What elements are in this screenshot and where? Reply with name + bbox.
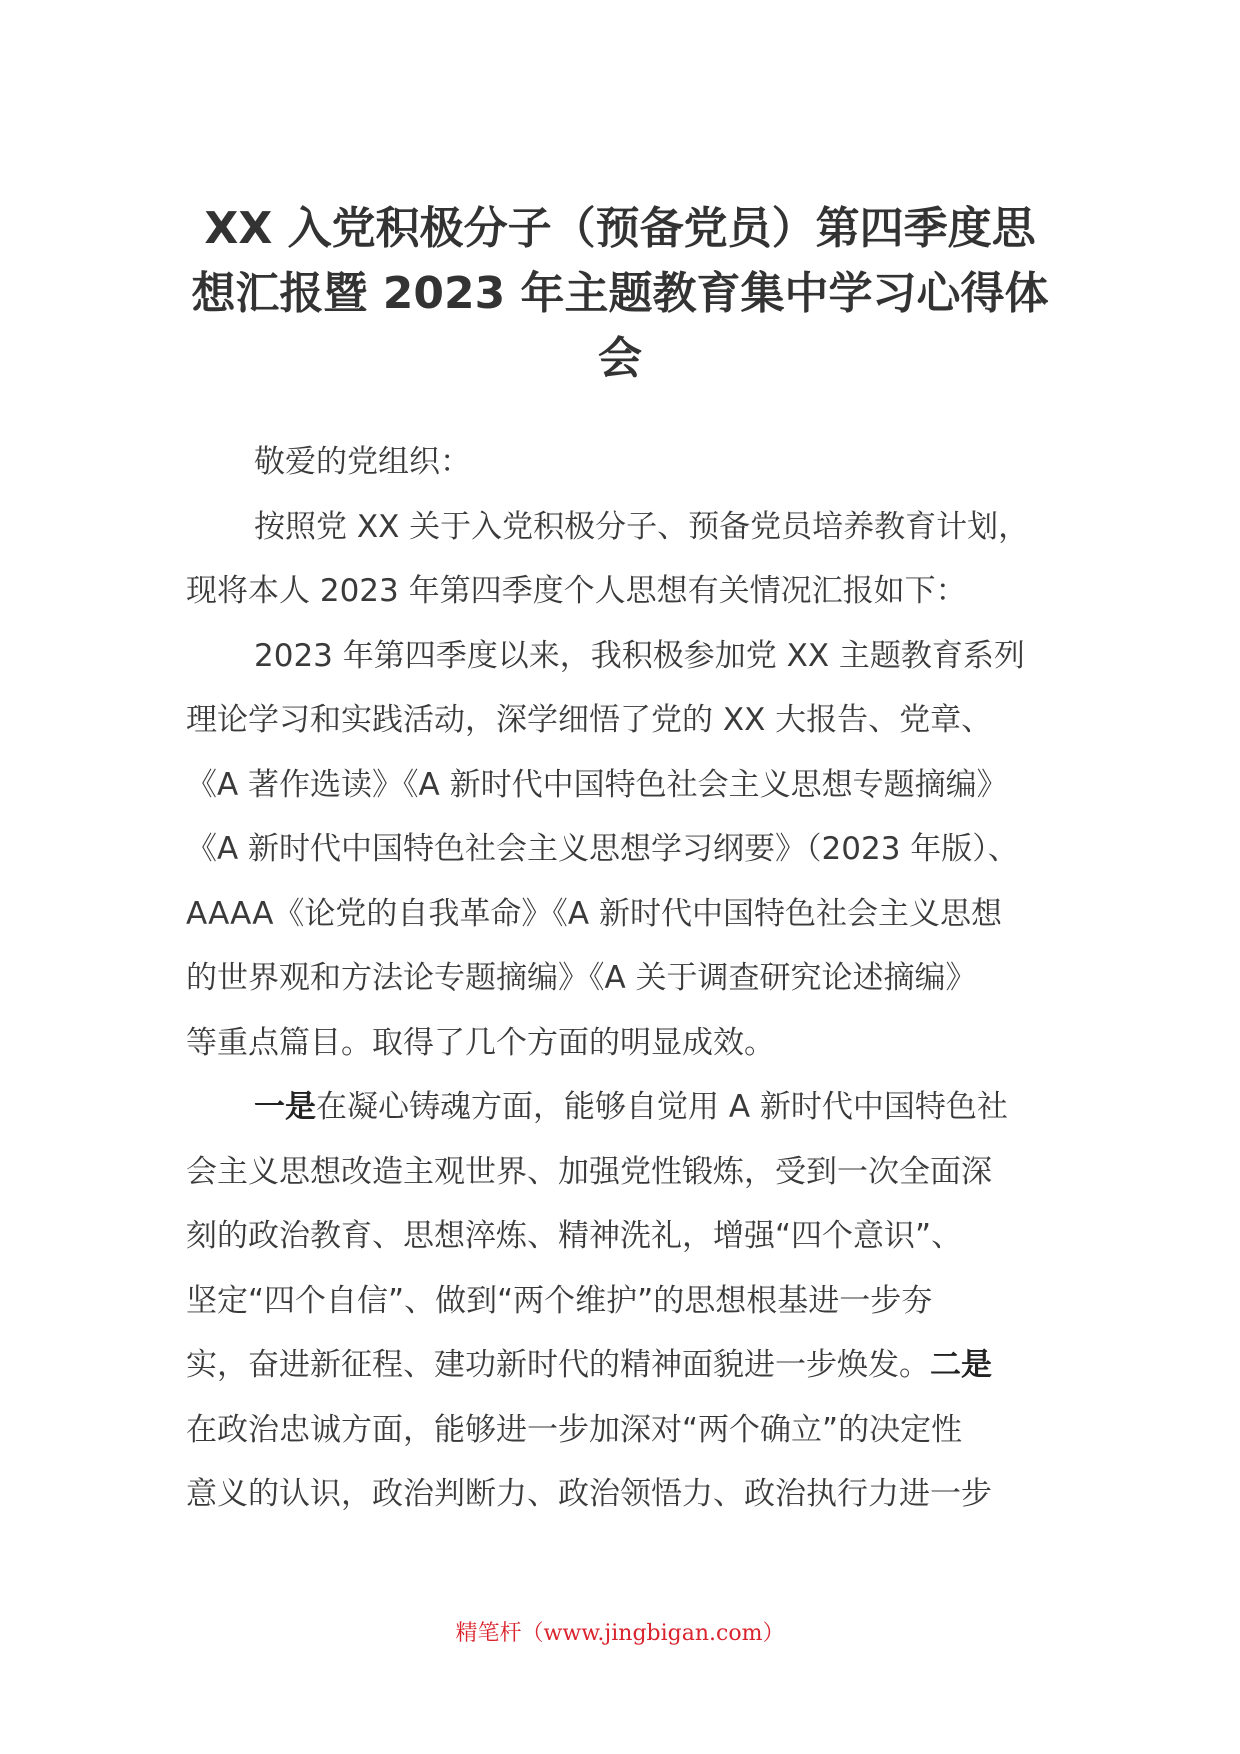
paragraph-3-line: 在政治忠诚方面，能够进一步加深对“两个确立”的决定性 [186, 1411, 963, 1448]
paragraph-1-line: 按照党 XX 关于入党积极分子、预备党员培养教育计划， [254, 508, 1030, 545]
paragraph-3-line [186, 1075, 1058, 1140]
title-line-1: XX 入党积极分子（预备党员）第四季度思 [204, 203, 1036, 254]
paragraph-2-line: 等重点篇目。取得了几个方面的明显成效。 [186, 1024, 775, 1061]
point-two-label: 二是 [930, 1347, 992, 1383]
paragraph-2-line: 《A 新时代中国特色社会主义思想学习纲要》（2023 年版）、 [186, 831, 1019, 867]
paragraph-3-text: 在凝心铸魂方面，能够自觉用 A 新时代中国特色社 [316, 1089, 1008, 1125]
paragraph-3-line: 坚定“四个自信”、做到“两个维护”的思想根基进一步夯 [186, 1282, 933, 1319]
document-title [180, 196, 1060, 391]
footer-watermark-link[interactable]: 精笔杆（www.jingbigan.com） [455, 1621, 785, 1646]
point-one-label: 一是 [254, 1089, 316, 1125]
title-line-2: 想汇报暨 2023 年主题教育集中学习心得体 [191, 268, 1049, 319]
paragraph-2-line: 2023 年第四季度以来，我积极参加党 XX 主题教育系列 [254, 637, 1025, 674]
paragraph-2-line: AAAA《论党的自我革命》《A 新时代中国特色社会主义思想 [186, 895, 1002, 932]
title-line-3: 会 [598, 333, 642, 384]
paragraph-2-line: 《A 著作选读》《A 新时代中国特色社会主义思想专题摘编》 [186, 766, 1008, 803]
paragraph-2-line: 的世界观和方法论专题摘编》《A 关于调查研究论述摘编》 [186, 960, 977, 996]
paragraph-1-line: 现将本人 2023 年第四季度个人思想有关情况汇报如下： [186, 573, 967, 609]
salutation: 敬爱的党组织： [254, 444, 471, 480]
paragraph-3-text: 实，奋进新征程、建功新时代的精神面貌进一步焕发。 [186, 1347, 930, 1383]
document-body [186, 430, 1058, 1527]
paragraph-3-line: 刻的政治教育、思想淬炼、精神洗礼，增强“四个意识”、 [186, 1218, 963, 1254]
paragraph-2-line: 理论学习和实践活动，深学细悟了党的 XX 大报告、党章、 [186, 702, 993, 738]
paragraph-3-line: 意义的认识，政治判断力、政治领悟力、政治执行力进一步 [186, 1476, 992, 1512]
paragraph-3-line: 会主义思想改造主观世界、加强党性锻炼，受到一次全面深 [186, 1153, 992, 1190]
paragraph-3-line [186, 1333, 1058, 1398]
